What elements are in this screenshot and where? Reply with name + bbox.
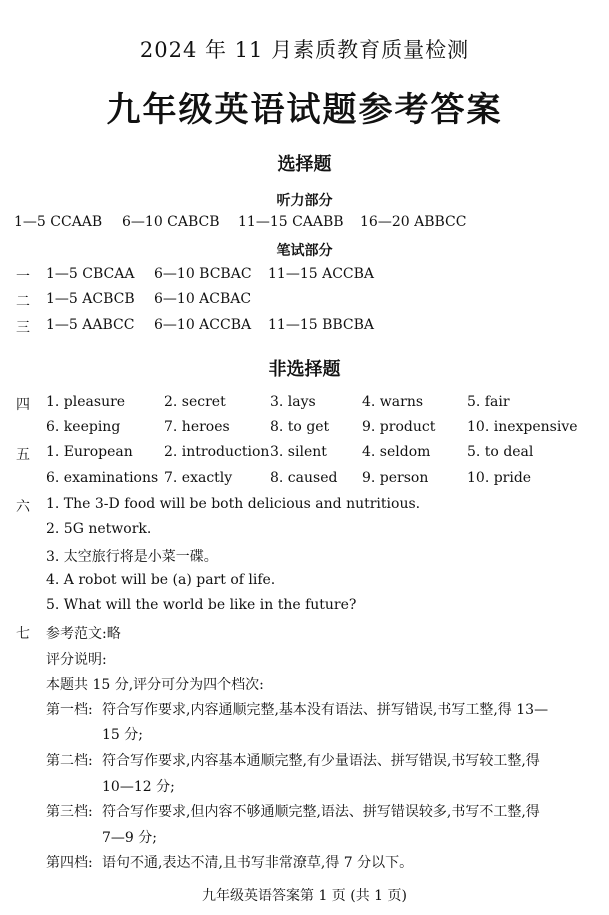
- listening-heading: 听力部分: [276, 193, 333, 209]
- listening-group: 11—15 CAABB: [238, 214, 344, 230]
- sample-essay-note: 参考范文:略: [46, 626, 121, 642]
- sentence-answer: 1. The 3-D food will be both delicious and nutritious.: [46, 496, 421, 512]
- level-text: 符合写作要求,内容通顺完整,基本没有语法、拼写错误,书写工整,得 13—: [102, 702, 549, 718]
- listening-group: 6—10 CABCB: [122, 214, 220, 230]
- listening-group: 1—5 CCAAB: [14, 214, 103, 230]
- nonchoice-heading: 非选择题: [268, 359, 341, 380]
- vocab-answer: 2. introduction: [164, 444, 270, 460]
- answer-group: 1—5 CBCAA: [46, 266, 135, 282]
- choice-heading: 选择题: [277, 154, 332, 175]
- part-number: 四: [16, 397, 30, 413]
- vocab-answer: 9. product: [362, 419, 436, 435]
- level-text: 语句不通,表达不清,且书写非常潦草,得 7 分以下。: [102, 855, 414, 871]
- level-label: 第三档:: [46, 804, 93, 820]
- vocab-answer: 5. fair: [467, 394, 510, 410]
- answer-group: 1—5 ACBCB: [46, 291, 135, 307]
- vocab-answer: 6. keeping: [46, 419, 121, 435]
- vocab-answer: 1. European: [46, 444, 133, 460]
- level-text: 10—12 分;: [102, 779, 175, 795]
- vocab-answer: 10. pride: [467, 470, 532, 486]
- vocab-answer: 2. secret: [164, 394, 226, 410]
- part-number: 二: [16, 294, 30, 310]
- listening-group: 16—20 ABBCC: [360, 214, 467, 230]
- answer-group: 1—5 AABCC: [46, 317, 135, 333]
- answer-group: 11—15 ACCBA: [268, 266, 375, 282]
- vocab-answer: 4. seldom: [362, 444, 431, 460]
- vocab-answer: 5. to deal: [467, 444, 534, 460]
- level-label: 第二档:: [46, 753, 93, 769]
- level-text: 符合写作要求,内容基本通顺完整,有少量语法、拼写错误,书写较工整,得: [102, 753, 540, 769]
- exam-title: 2024 年 11 月素质教育质量检测: [139, 38, 470, 62]
- answer-group: 11—15 BBCBA: [268, 317, 375, 333]
- sentence-answer: 2. 5G network.: [46, 521, 152, 537]
- answer-group: 6—10 ACBAC: [154, 291, 252, 307]
- level-text: 15 分;: [102, 727, 143, 743]
- vocab-answer: 9. person: [362, 470, 429, 486]
- part-number: 三: [16, 320, 30, 336]
- vocab-answer: 10. inexpensive: [467, 419, 578, 435]
- part-number: 七: [16, 626, 30, 642]
- level-label: 第四档:: [46, 855, 93, 871]
- vocab-answer: 8. caused: [270, 470, 338, 486]
- part-number: 六: [16, 499, 30, 515]
- part-number: 五: [16, 447, 30, 463]
- sentence-answer: 5. What will the world be like in the future?: [46, 597, 357, 613]
- vocab-answer: 1. pleasure: [46, 394, 126, 410]
- sentence-answer: 3. 太空旅行将是小菜一碟。: [46, 549, 218, 565]
- page-title: 九年级英语试题参考答案: [106, 90, 503, 130]
- level-label: 第一档:: [46, 702, 93, 718]
- vocab-answer: 7. heroes: [164, 419, 230, 435]
- vocab-answer: 8. to get: [270, 419, 330, 435]
- page-footer: 九年级英语答案第 1 页 (共 1 页): [202, 888, 407, 904]
- scoring-notes-title: 评分说明:: [46, 652, 107, 668]
- vocab-answer: 6. examinations: [46, 470, 159, 486]
- scoring-intro: 本题共 15 分,评分可分为四个档次:: [46, 677, 264, 693]
- answer-group: 6—10 ACCBA: [154, 317, 252, 333]
- level-text: 7—9 分;: [102, 830, 157, 846]
- part-number: 一: [16, 269, 30, 285]
- answer-group: 6—10 BCBAC: [154, 266, 252, 282]
- vocab-answer: 7. exactly: [164, 470, 233, 486]
- vocab-answer: 4. warns: [362, 394, 424, 410]
- sentence-answer: 4. A robot will be (a) part of life.: [46, 572, 276, 588]
- level-text: 符合写作要求,但内容不够通顺完整,语法、拼写错误较多,书写不工整,得: [102, 804, 540, 820]
- vocab-answer: 3. silent: [270, 444, 327, 460]
- written-heading: 笔试部分: [276, 243, 333, 259]
- vocab-answer: 3. lays: [270, 394, 316, 410]
